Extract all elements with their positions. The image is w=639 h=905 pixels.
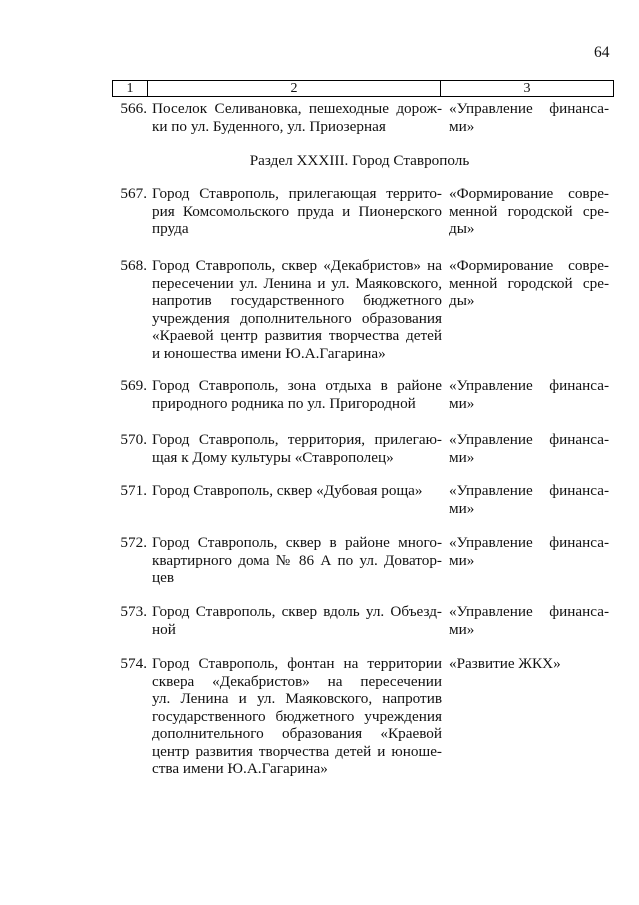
object-description-line: природного родника по ул. Пригородной	[152, 394, 416, 412]
program-name-line: ды»	[449, 220, 475, 237]
object-description	[152, 655, 442, 778]
row-number: 566.	[120, 100, 147, 117]
object-description-line: пруда	[152, 220, 189, 237]
object-description-line: ства имени Ю.А.Гагарина»	[152, 760, 328, 777]
object-description-line: Город Ставрополь, сквер в районе много-	[152, 534, 442, 551]
object-description-line: Город Ставрополь, сквер вдоль ул. Объезд-	[152, 603, 442, 620]
object-description-line: «Краевой центр развития творчества детей	[152, 327, 442, 344]
object-description	[152, 482, 442, 500]
program-name	[449, 431, 609, 466]
object-description-line: Город Ставрополь, сквер «Декабристов» на	[152, 257, 442, 274]
program-name	[449, 377, 609, 412]
object-description-line: дополнительного образования «Краевой	[152, 725, 442, 742]
object-description-line: Город Ставрополь, сквер «Дубовая роща»	[152, 482, 423, 499]
program-name	[449, 100, 609, 135]
row-number: 571.	[120, 482, 147, 499]
row-number: 567.	[120, 185, 147, 202]
object-description-line: учреждения дополнительного образования	[152, 309, 442, 327]
section-title: Раздел XXXIII. Город Ставрополь	[249, 152, 470, 169]
program-name-line: «Развитие ЖКХ»	[449, 655, 561, 672]
object-description-line: Город Ставрополь, территория, прилегаю-	[152, 431, 442, 448]
object-description-line: квартирного дома № 86 А по ул. Доватор-	[152, 551, 442, 569]
object-description-line: сквера «Декабристов» на пересечении	[152, 672, 442, 690]
program-name-line: ми»	[449, 499, 475, 517]
object-description-line: щая к Дому культуры «Ставрополец»	[152, 448, 394, 466]
program-name-line: «Управление финанса-	[449, 431, 609, 448]
program-name-line: ми»	[449, 551, 475, 569]
header-col-3: 3	[523, 81, 531, 96]
program-name-line: ми»	[449, 448, 475, 466]
object-description-line: Город Ставрополь, зона отдыха в районе	[152, 377, 442, 394]
program-name-line: «Управление финанса-	[449, 603, 609, 620]
page-number: 64	[594, 44, 610, 61]
object-description	[152, 257, 442, 362]
program-name-line: «Управление финанса-	[449, 100, 609, 117]
program-name-line: «Управление финанса-	[449, 482, 609, 499]
program-name-line: «Управление финанса-	[449, 377, 609, 394]
row-number: 569.	[120, 377, 147, 394]
row-number: 570.	[120, 431, 147, 448]
program-name-line: «Управление финанса-	[449, 534, 609, 551]
object-description	[152, 185, 442, 238]
object-description	[152, 534, 442, 587]
program-name	[449, 534, 609, 569]
program-name-line: менной городской сре-	[449, 202, 609, 220]
program-name-line: «Формирование совре-	[449, 257, 609, 274]
row-number: 572.	[120, 534, 147, 551]
program-name-line: ды»	[449, 292, 475, 309]
object-description-line: рия Комсомольского пруда и Пионерского	[152, 202, 442, 220]
row-number: 574.	[120, 655, 147, 672]
program-name-line: ми»	[449, 620, 475, 638]
program-name-line: ми»	[449, 394, 475, 412]
program-name	[449, 603, 609, 638]
program-name	[449, 655, 609, 673]
object-description	[152, 603, 442, 638]
object-description	[152, 100, 442, 135]
object-description	[152, 431, 442, 466]
table-header	[112, 80, 614, 97]
program-name	[449, 185, 609, 238]
program-name	[449, 257, 609, 310]
object-description-line: напротив государственного бюджетного	[152, 292, 442, 309]
object-description-line: пересечении ул. Ленина и ул. Маяковского,	[152, 274, 442, 292]
header-col-1: 1	[113, 81, 148, 96]
object-description-line: ул. Ленина и ул. Маяковского, напротив	[152, 690, 442, 707]
object-description-line: ки по ул. Буденного, ул. Приозерная	[152, 117, 386, 135]
program-name	[449, 482, 609, 517]
object-description-line: ной	[152, 620, 176, 638]
object-description-line: цев	[152, 569, 175, 586]
object-description-line: Поселок Селивановка, пешеходные дорож-	[152, 100, 442, 117]
object-description-line: и юношества имени Ю.А.Гагарина»	[152, 344, 386, 362]
program-name-line: ми»	[449, 117, 475, 135]
object-description-line: государственного бюджетного учреждения	[152, 707, 442, 725]
row-number: 568.	[120, 257, 147, 274]
object-description-line: Город Ставрополь, прилегающая террито-	[152, 185, 442, 202]
object-description-line: Город Ставрополь, фонтан на территории	[152, 655, 442, 672]
header-col-2: 2	[148, 81, 441, 96]
row-number: 573.	[120, 603, 147, 620]
program-name-line: менной городской сре-	[449, 274, 609, 292]
object-description	[152, 377, 442, 412]
program-name-line: «Формирование совре-	[449, 185, 609, 202]
object-description-line: центр развития творчества детей и юноше-	[152, 742, 442, 760]
